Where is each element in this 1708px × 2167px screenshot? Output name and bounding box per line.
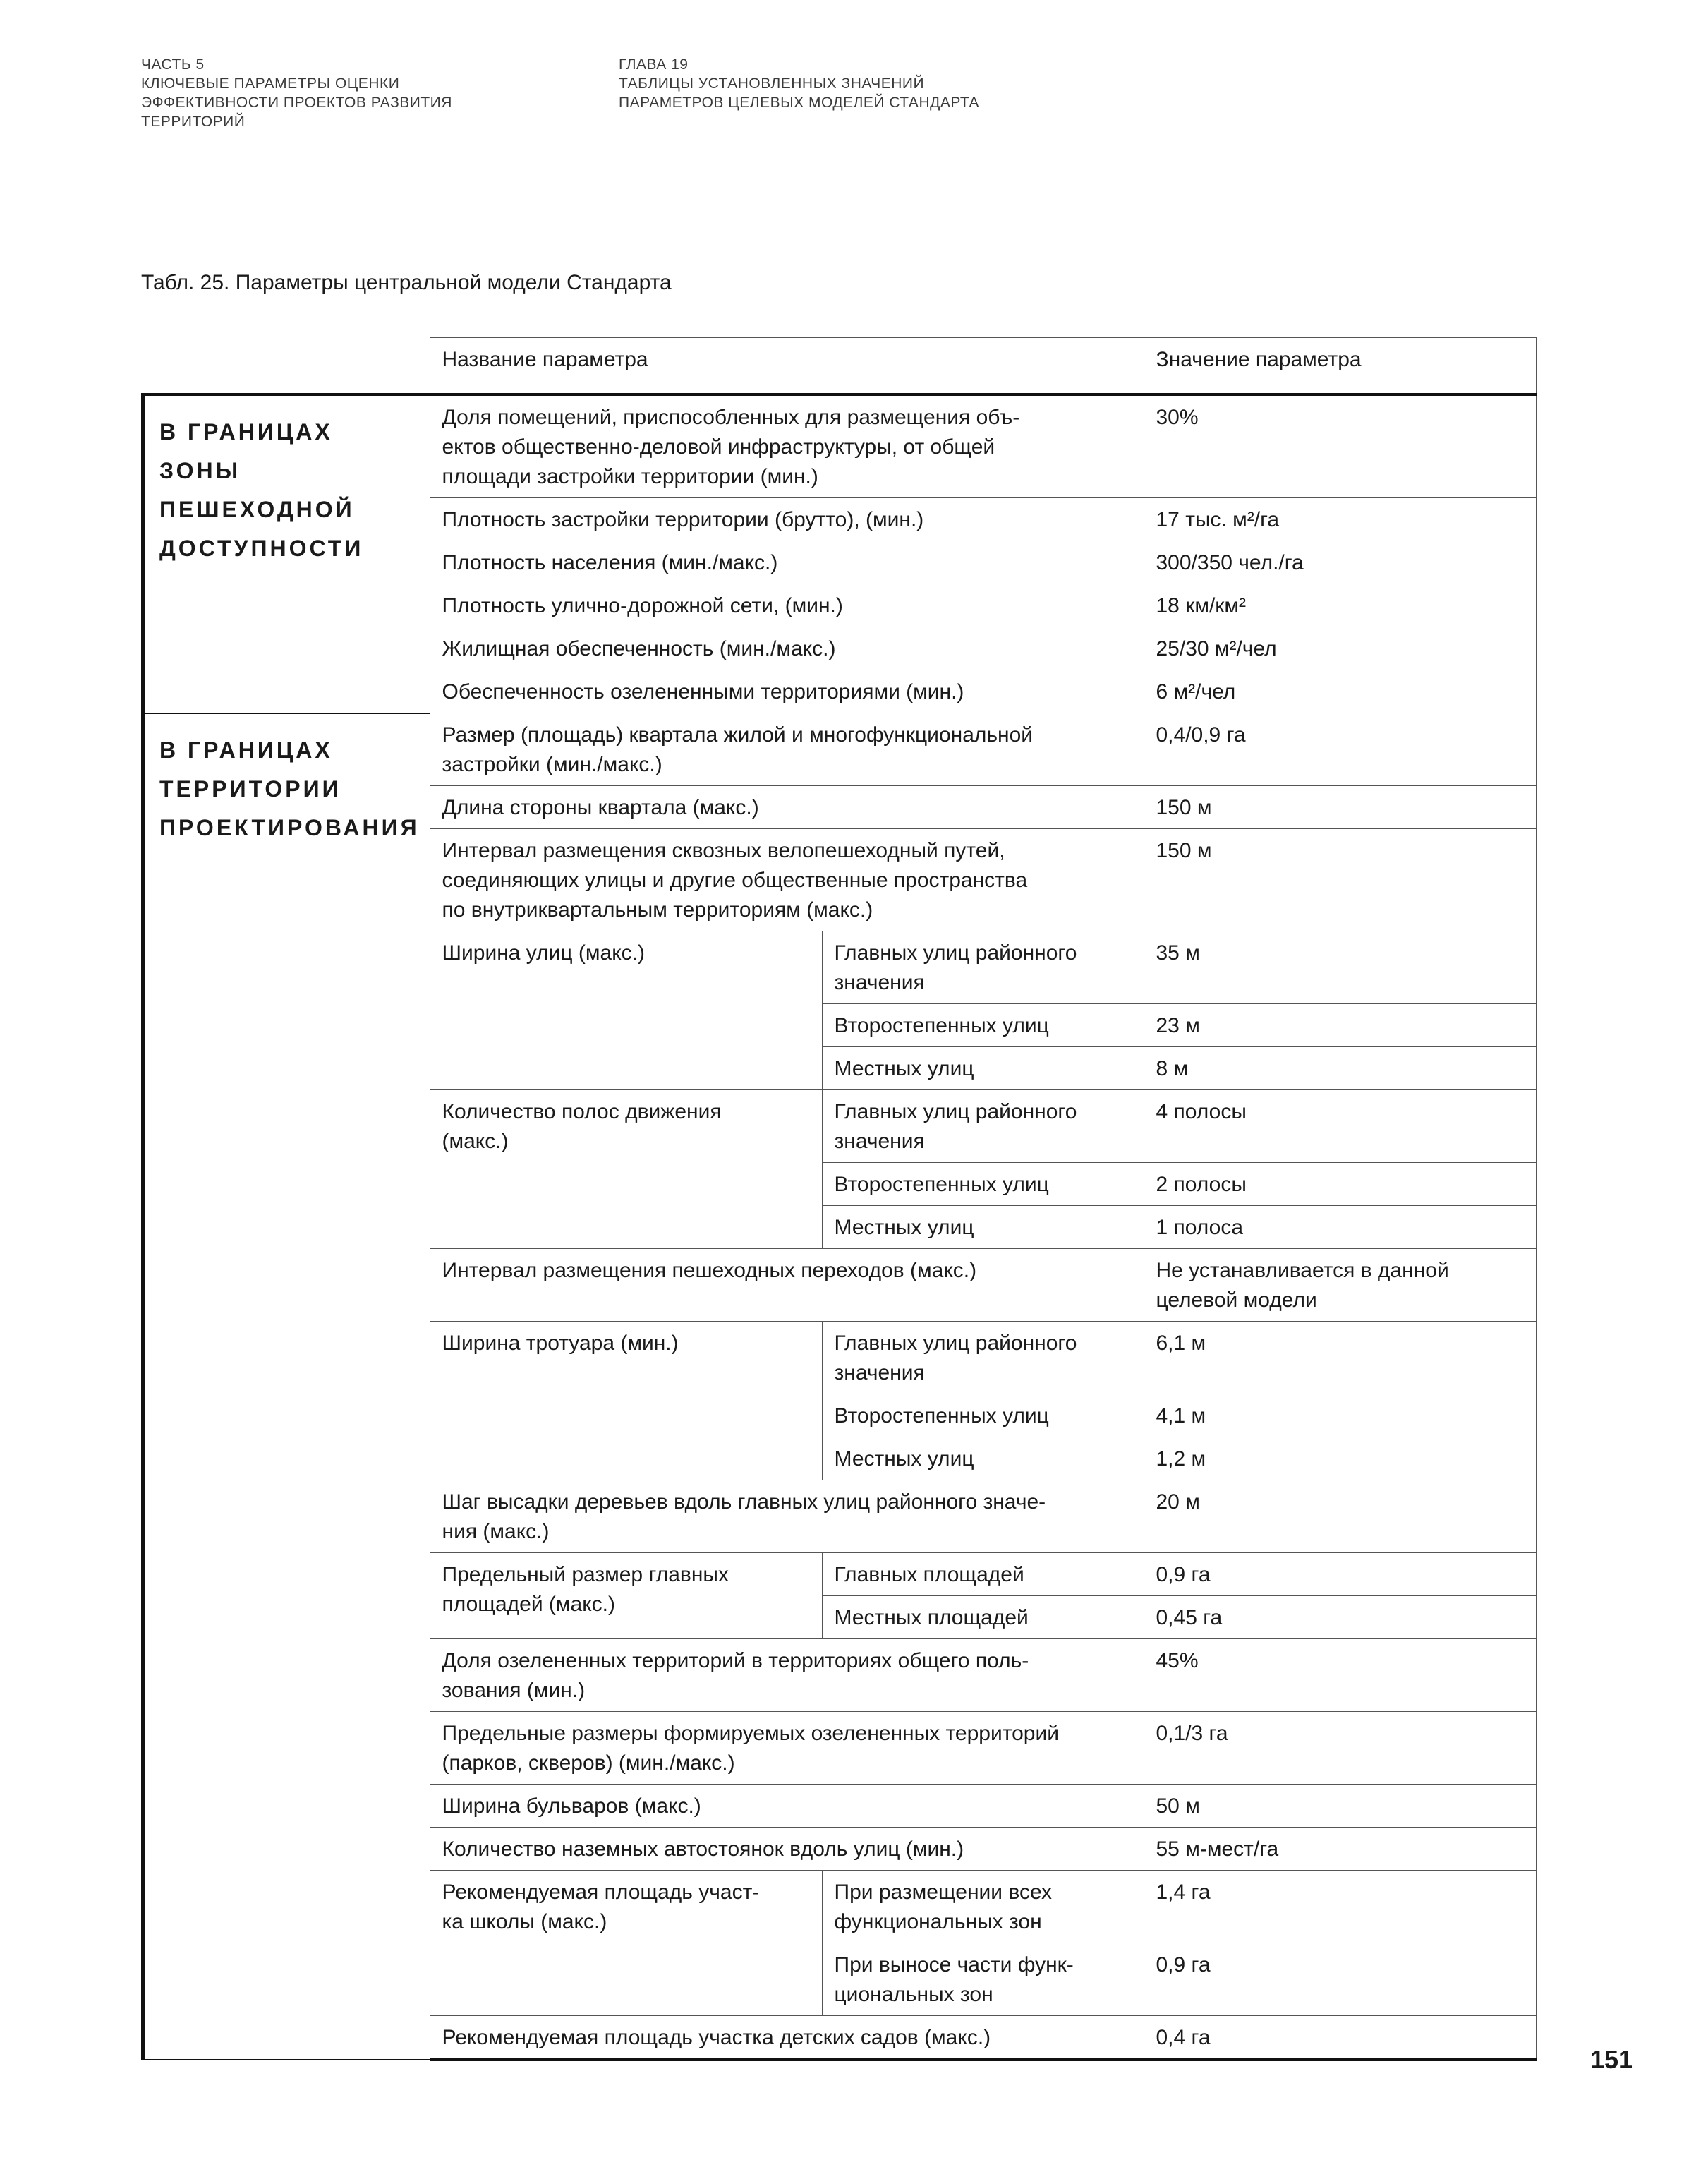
param-value-line: целевой модели [1156, 1288, 1317, 1312]
param-value-line: 0,45 га [1156, 1606, 1223, 1629]
param-value-cell [1144, 829, 1536, 931]
header-right-line: ПАРАМЕТРОВ ЦЕЛЕВЫХ МОДЕЛЕЙ СТАНДАРТА [619, 95, 980, 111]
param-name-line: Ширина улиц (макс.) [442, 941, 645, 965]
param-name-line: Интервал размещения сквозных велопешеходный путей, [442, 839, 1005, 862]
header-param-value: Значение параметра [1144, 338, 1536, 395]
param-name-line: площади застройки территории (мин.) [442, 465, 818, 488]
param-name-line: Доля озелененных территорий в территориях общего поль- [442, 1649, 1029, 1672]
param-name-cell [430, 1639, 1144, 1712]
param-subtype-cell [822, 1437, 1144, 1480]
param-subtype-line: Второстепенных улиц [834, 1014, 1049, 1037]
param-name-line: Предельный размер главных [442, 1563, 729, 1586]
param-name-line: Плотность улично-дорожной сети, (мин.) [442, 594, 843, 617]
param-value-cell [1144, 627, 1536, 670]
param-value-line: 1,2 м [1156, 1447, 1206, 1471]
param-name-line: площадей (макс.) [442, 1593, 616, 1616]
param-name-line: Длина стороны квартала (макс.) [442, 796, 759, 819]
param-name-line: Интервал размещения пешеходных переходов (макс.) [442, 1259, 977, 1282]
section-label-line: ДОСТУПНОСТИ [159, 536, 364, 561]
param-name-line: Размер (площадь) квартала жилой и многофункциональной [442, 723, 1034, 747]
param-value-cell [1144, 713, 1536, 786]
param-subtype-cell [822, 931, 1144, 1004]
param-subtype-cell [822, 1163, 1144, 1206]
header-left-line: ЭФФЕКТИВНОСТИ ПРОЕКТОВ РАЗВИТИЯ [141, 95, 452, 111]
param-value-cell [1144, 931, 1536, 1004]
param-value-cell [1144, 1206, 1536, 1249]
param-value-cell [1144, 1004, 1536, 1047]
param-value-line: 0,4/0,9 га [1156, 723, 1246, 747]
param-subtype-line: значения [834, 1361, 925, 1384]
param-value-line: 0,9 га [1156, 1953, 1211, 1976]
param-subtype-line: Главных площадей [834, 1563, 1024, 1586]
parameters-table [141, 337, 1537, 2061]
header-left-line: КЛЮЧЕВЫЕ ПАРАМЕТРЫ ОЦЕНКИ [141, 76, 400, 92]
param-name-cell [430, 670, 1144, 713]
running-header-right [619, 55, 979, 112]
param-name-line: (парков, скверов) (мин./макс.) [442, 1751, 735, 1775]
param-value-cell [1144, 1480, 1536, 1553]
param-name-cell [430, 786, 1144, 829]
param-value-line: 0,4 га [1156, 2026, 1211, 2049]
param-name-cell [430, 931, 822, 1090]
param-name-line: Количество наземных автостоянок вдоль улиц (мин.) [442, 1837, 964, 1861]
param-subtype-cell [822, 1206, 1144, 1249]
param-name-line: Обеспеченность озелененными территориями (мин.) [442, 680, 964, 704]
param-subtype-line: При размещении всех [834, 1881, 1053, 1904]
section-label-line: В ГРАНИЦАХ ЗОНЫ [159, 419, 333, 483]
param-name-line: Жилищная обеспеченность (мин./макс.) [442, 637, 836, 660]
param-subtype-cell [822, 1553, 1144, 1596]
param-subtype-line: функциональных зон [834, 1910, 1042, 1933]
header-param-name: Название параметра [430, 338, 1144, 395]
running-header-left [141, 55, 452, 131]
param-subtype-line: Местных улиц [834, 1447, 974, 1471]
param-value-line: 23 м [1156, 1014, 1200, 1037]
param-value-line: 20 м [1156, 1490, 1200, 1514]
param-value-cell [1144, 394, 1536, 498]
param-name-line: ка школы (макс.) [442, 1910, 607, 1933]
param-name-line: соединяющих улицы и другие общественные пространства [442, 869, 1028, 892]
param-value-cell [1144, 1871, 1536, 1943]
param-subtype-line: Главных улиц районного [834, 1332, 1077, 1355]
param-name-line: Рекомендуемая площадь участка детских садов (макс.) [442, 2026, 991, 2049]
param-name-cell [430, 1249, 1144, 1322]
param-name-line: Рекомендуемая площадь участ- [442, 1881, 760, 1904]
section-label-line: ТЕРРИТОРИИ [159, 775, 341, 802]
param-subtype-cell [822, 1394, 1144, 1437]
section-label [143, 713, 430, 2060]
param-subtype-line: Главных улиц районного [834, 941, 1077, 965]
param-name-cell [430, 1553, 822, 1639]
param-value-cell [1144, 1163, 1536, 1206]
section-label [143, 394, 430, 713]
param-name-cell [430, 1871, 822, 2016]
param-name-line: (макс.) [442, 1130, 509, 1153]
table-caption: Табл. 25. Параметры центральной модели Стандарта [141, 271, 672, 294]
param-name-line: Количество полос движения [442, 1100, 722, 1123]
param-name-line: Предельные размеры формируемых озелененных территорий [442, 1722, 1060, 1745]
param-value-cell [1144, 1090, 1536, 1163]
param-value-line: 35 м [1156, 941, 1200, 965]
param-value-line: 6,1 м [1156, 1332, 1206, 1355]
param-subtype-line: Местных улиц [834, 1057, 974, 1080]
param-name-cell [430, 1828, 1144, 1871]
param-name-cell [430, 1712, 1144, 1785]
param-name-line: Ширина тротуара (мин.) [442, 1332, 679, 1355]
param-subtype-line: При выносе части функ- [834, 1953, 1074, 1976]
parameters-table-body [143, 338, 1536, 2060]
param-value-line: 150 м [1156, 839, 1212, 862]
param-subtype-cell [822, 1322, 1144, 1394]
page-number: 151 [1590, 2045, 1633, 2074]
section-label-line: В ГРАНИЦАХ [159, 737, 333, 763]
param-name-cell [430, 1322, 822, 1480]
param-name-cell [430, 394, 1144, 498]
param-name-cell [430, 1785, 1144, 1828]
param-value-line: 8 м [1156, 1057, 1189, 1080]
param-name-line: ния (макс.) [442, 1520, 550, 1543]
param-name-line: Шаг высадки деревьев вдоль главных улиц районного значе- [442, 1490, 1046, 1514]
param-value-line: 0,9 га [1156, 1563, 1211, 1586]
param-value-cell [1144, 1712, 1536, 1785]
param-value-line: 17 тыс. м²/га [1156, 508, 1280, 531]
param-value-cell [1144, 786, 1536, 829]
param-value-cell [1144, 1553, 1536, 1596]
param-subtype-line: Местных площадей [834, 1606, 1029, 1629]
param-value-line: 45% [1156, 1649, 1199, 1672]
empty-corner-cell [143, 338, 430, 395]
param-name-line: Ширина бульваров (макс.) [442, 1794, 701, 1818]
table-row [143, 394, 1536, 498]
param-value-line: 4,1 м [1156, 1404, 1206, 1427]
param-value-cell [1144, 1322, 1536, 1394]
param-value-cell [1144, 1394, 1536, 1437]
param-value-line: 4 полосы [1156, 1100, 1247, 1123]
table-header-row [143, 338, 1536, 395]
param-name-cell [430, 627, 1144, 670]
param-value-line: 30% [1156, 406, 1199, 429]
param-subtype-line: Местных улиц [834, 1216, 974, 1239]
param-name-line: застройки (мин./макс.) [442, 753, 662, 776]
param-value-cell [1144, 1437, 1536, 1480]
param-name-cell [430, 829, 1144, 931]
param-subtype-cell [822, 1943, 1144, 2016]
param-name-cell [430, 541, 1144, 584]
param-value-line: 55 м-мест/га [1156, 1837, 1279, 1861]
header-left-line: ЧАСТЬ 5 [141, 56, 205, 73]
param-value-line: 150 м [1156, 796, 1212, 819]
param-subtype-cell [822, 1090, 1144, 1163]
param-value-cell [1144, 1249, 1536, 1322]
param-name-cell [430, 584, 1144, 627]
param-subtype-cell [822, 1004, 1144, 1047]
header-left-line: ТЕРРИТОРИЙ [141, 114, 246, 130]
table-row [143, 713, 1536, 786]
param-name-line: Плотность населения (мин./макс.) [442, 551, 778, 574]
param-subtype-cell [822, 1871, 1144, 1943]
param-name-cell [430, 713, 1144, 786]
param-value-cell [1144, 1785, 1536, 1828]
param-subtype-line: значения [834, 971, 925, 994]
param-value-line: 6 м²/чел [1156, 680, 1236, 704]
param-value-line: 300/350 чел./га [1156, 551, 1304, 574]
param-value-line: 18 км/км² [1156, 594, 1247, 617]
param-value-cell [1144, 584, 1536, 627]
param-value-line: Не устанавливается в данной [1156, 1259, 1449, 1282]
param-name-cell [430, 1480, 1144, 1553]
param-value-cell [1144, 670, 1536, 713]
section-label-line: ПРОЕКТИРОВАНИЯ [159, 814, 420, 840]
param-value-cell [1144, 1596, 1536, 1639]
param-subtype-cell [822, 1047, 1144, 1090]
param-value-line: 2 полосы [1156, 1173, 1247, 1196]
param-value-line: 1,4 га [1156, 1881, 1211, 1904]
param-name-cell [430, 2016, 1144, 2060]
param-name-cell [430, 498, 1144, 541]
param-subtype-cell [822, 1596, 1144, 1639]
param-value-cell [1144, 1639, 1536, 1712]
param-value-line: 25/30 м²/чел [1156, 637, 1277, 660]
param-value-cell [1144, 2016, 1536, 2060]
param-subtype-line: Второстепенных улиц [834, 1404, 1049, 1427]
param-value-line: 0,1/3 га [1156, 1722, 1228, 1745]
param-value-line: 1 полоса [1156, 1216, 1244, 1239]
param-value-cell [1144, 1047, 1536, 1090]
section-label-line: ПЕШЕХОДНОЙ [159, 497, 355, 522]
param-value-cell [1144, 541, 1536, 584]
param-name-line: Плотность застройки территории (брутто), (мин.) [442, 508, 924, 531]
param-subtype-line: Главных улиц районного [834, 1100, 1077, 1123]
param-name-line: ектов общественно-деловой инфраструктуры, от общей [442, 435, 995, 459]
param-name-line: по внутриквартальным территориям (макс.) [442, 898, 873, 922]
param-value-line: 50 м [1156, 1794, 1200, 1818]
header-right-line: ГЛАВА 19 [619, 56, 689, 73]
header-right-line: ТАБЛИЦЫ УСТАНОВЛЕННЫХ ЗНАЧЕНИЙ [619, 76, 925, 92]
param-subtype-line: значения [834, 1130, 925, 1153]
param-name-line: зования (мин.) [442, 1679, 586, 1702]
param-subtype-line: Второстепенных улиц [834, 1173, 1049, 1196]
param-value-cell [1144, 1943, 1536, 2016]
param-subtype-line: циональных зон [834, 1983, 993, 2006]
param-name-cell [430, 1090, 822, 1249]
param-name-line: Доля помещений, приспособленных для размещения объ- [442, 406, 1020, 429]
param-value-cell [1144, 498, 1536, 541]
param-value-cell [1144, 1828, 1536, 1871]
